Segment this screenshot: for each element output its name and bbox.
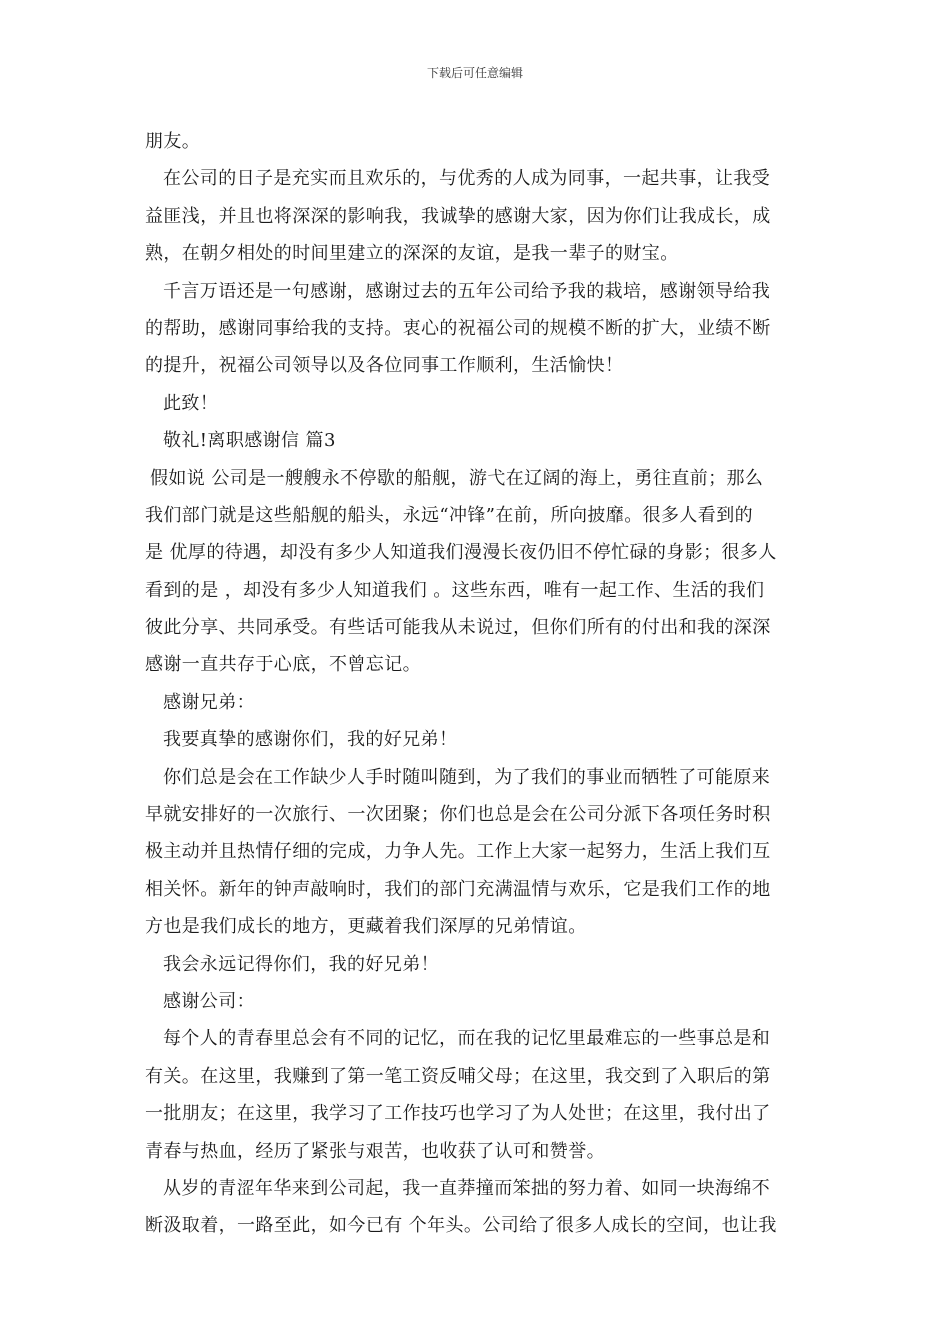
text-line: 彼此分享、共同承受。有些话可能我从未说过，但你们所有的付出和我的深深 — [145, 617, 771, 639]
text-line: 感谢兄弟： — [163, 691, 255, 713]
text-line: 看到的是 ，却没有多少人知道我们 。这些东西，唯有一起工作、生活的我们 — [145, 579, 765, 601]
text-line: 断汲取着，一路至此，如今已有 个年头。公司给了很多人成长的空间，也让我 — [145, 1215, 777, 1237]
text-line: 有关。在这里，我赚到了第一笔工资反哺父母；在这里，我交到了入职后的第 — [145, 1065, 771, 1087]
document-body — [145, 123, 815, 1245]
text-line: 益匪浅，并且也将深深的影响我，我诚挚的感谢大家，因为你们让我成长，成 — [145, 205, 771, 227]
text-line: 青春与热血，经历了紧张与艰苦，也收获了认可和赞誉。 — [145, 1140, 605, 1162]
text-line: 熟，在朝夕相处的时间里建立的深深的友谊，是我一辈子的财宝。 — [145, 243, 679, 265]
text-line: 我会永远记得你们，我的好兄弟！ — [163, 953, 439, 975]
text-line: 从岁的青涩年华来到公司起，我一直莽撞而笨拙的努力着、如同一块海绵不 — [163, 1177, 771, 1199]
text-line: 敬礼!离职感谢信 篇3 — [163, 430, 336, 452]
text-line: 的帮助，感谢同事给我的支持。衷心的祝福公司的规模不断的扩大，业绩不断 — [145, 317, 771, 339]
text-line: 我们部门就是这些船舰的船头，永远“冲锋”在前，所向披靡。很多人看到的 — [145, 504, 754, 526]
text-line: 的提升，祝福公司领导以及各位同事工作顺利，生活愉快！ — [145, 355, 624, 377]
text-line: 此致！ — [163, 392, 219, 414]
text-line: 相关怀。新年的钟声敲响时，我们的部门充满温情与欢乐，它是我们工作的地 — [145, 878, 771, 900]
text-line: 感谢公司： — [163, 990, 255, 1012]
text-line: 感谢一直共存于心底，不曾忘记。 — [145, 654, 421, 676]
page-header: 下载后可任意编辑 — [426, 66, 523, 80]
text-line: 千言万语还是一句感谢，感谢过去的五年公司给予我的栽培，感谢领导给我 — [163, 280, 771, 302]
text-line: 一批朋友；在这里，我学习了工作技巧也学习了为人处世；在这里，我付出了 — [145, 1103, 771, 1125]
text-line: 每个人的青春里总会有不同的记忆，而在我的记忆里最难忘的一些事总是和 — [163, 1028, 771, 1050]
text-line: 早就安排好的一次旅行、一次团聚；你们也总是会在公司分派下各项任务时积 — [145, 804, 771, 826]
text-line: 方也是我们成长的地方，更藏着我们深厚的兄弟情谊。 — [145, 916, 587, 938]
text-line: 在公司的日子是充实而且欢乐的，与优秀的人成为同事，一起共事，让我受 — [163, 168, 771, 190]
text-line: 是 优厚的待遇，却没有多少人知道我们漫漫长夜仍旧不停忙碌的身影；很多人 — [145, 542, 777, 564]
text-line: 我要真挚的感谢你们，我的好兄弟！ — [163, 729, 458, 751]
text-line: 极主动并且热情仔细的完成，力争人先。工作上大家一起努力，生活上我们互 — [145, 841, 771, 863]
text-line: 你们总是会在工作缺少人手时随叫随到，为了我们的事业而牺牲了可能原来 — [163, 766, 771, 788]
text-line: 朋友。 — [145, 131, 201, 152]
text-line: 假如说 公司是一艘艘永不停歇的船舰，游弋在辽阔的海上，勇往直前；那么 — [150, 467, 764, 489]
